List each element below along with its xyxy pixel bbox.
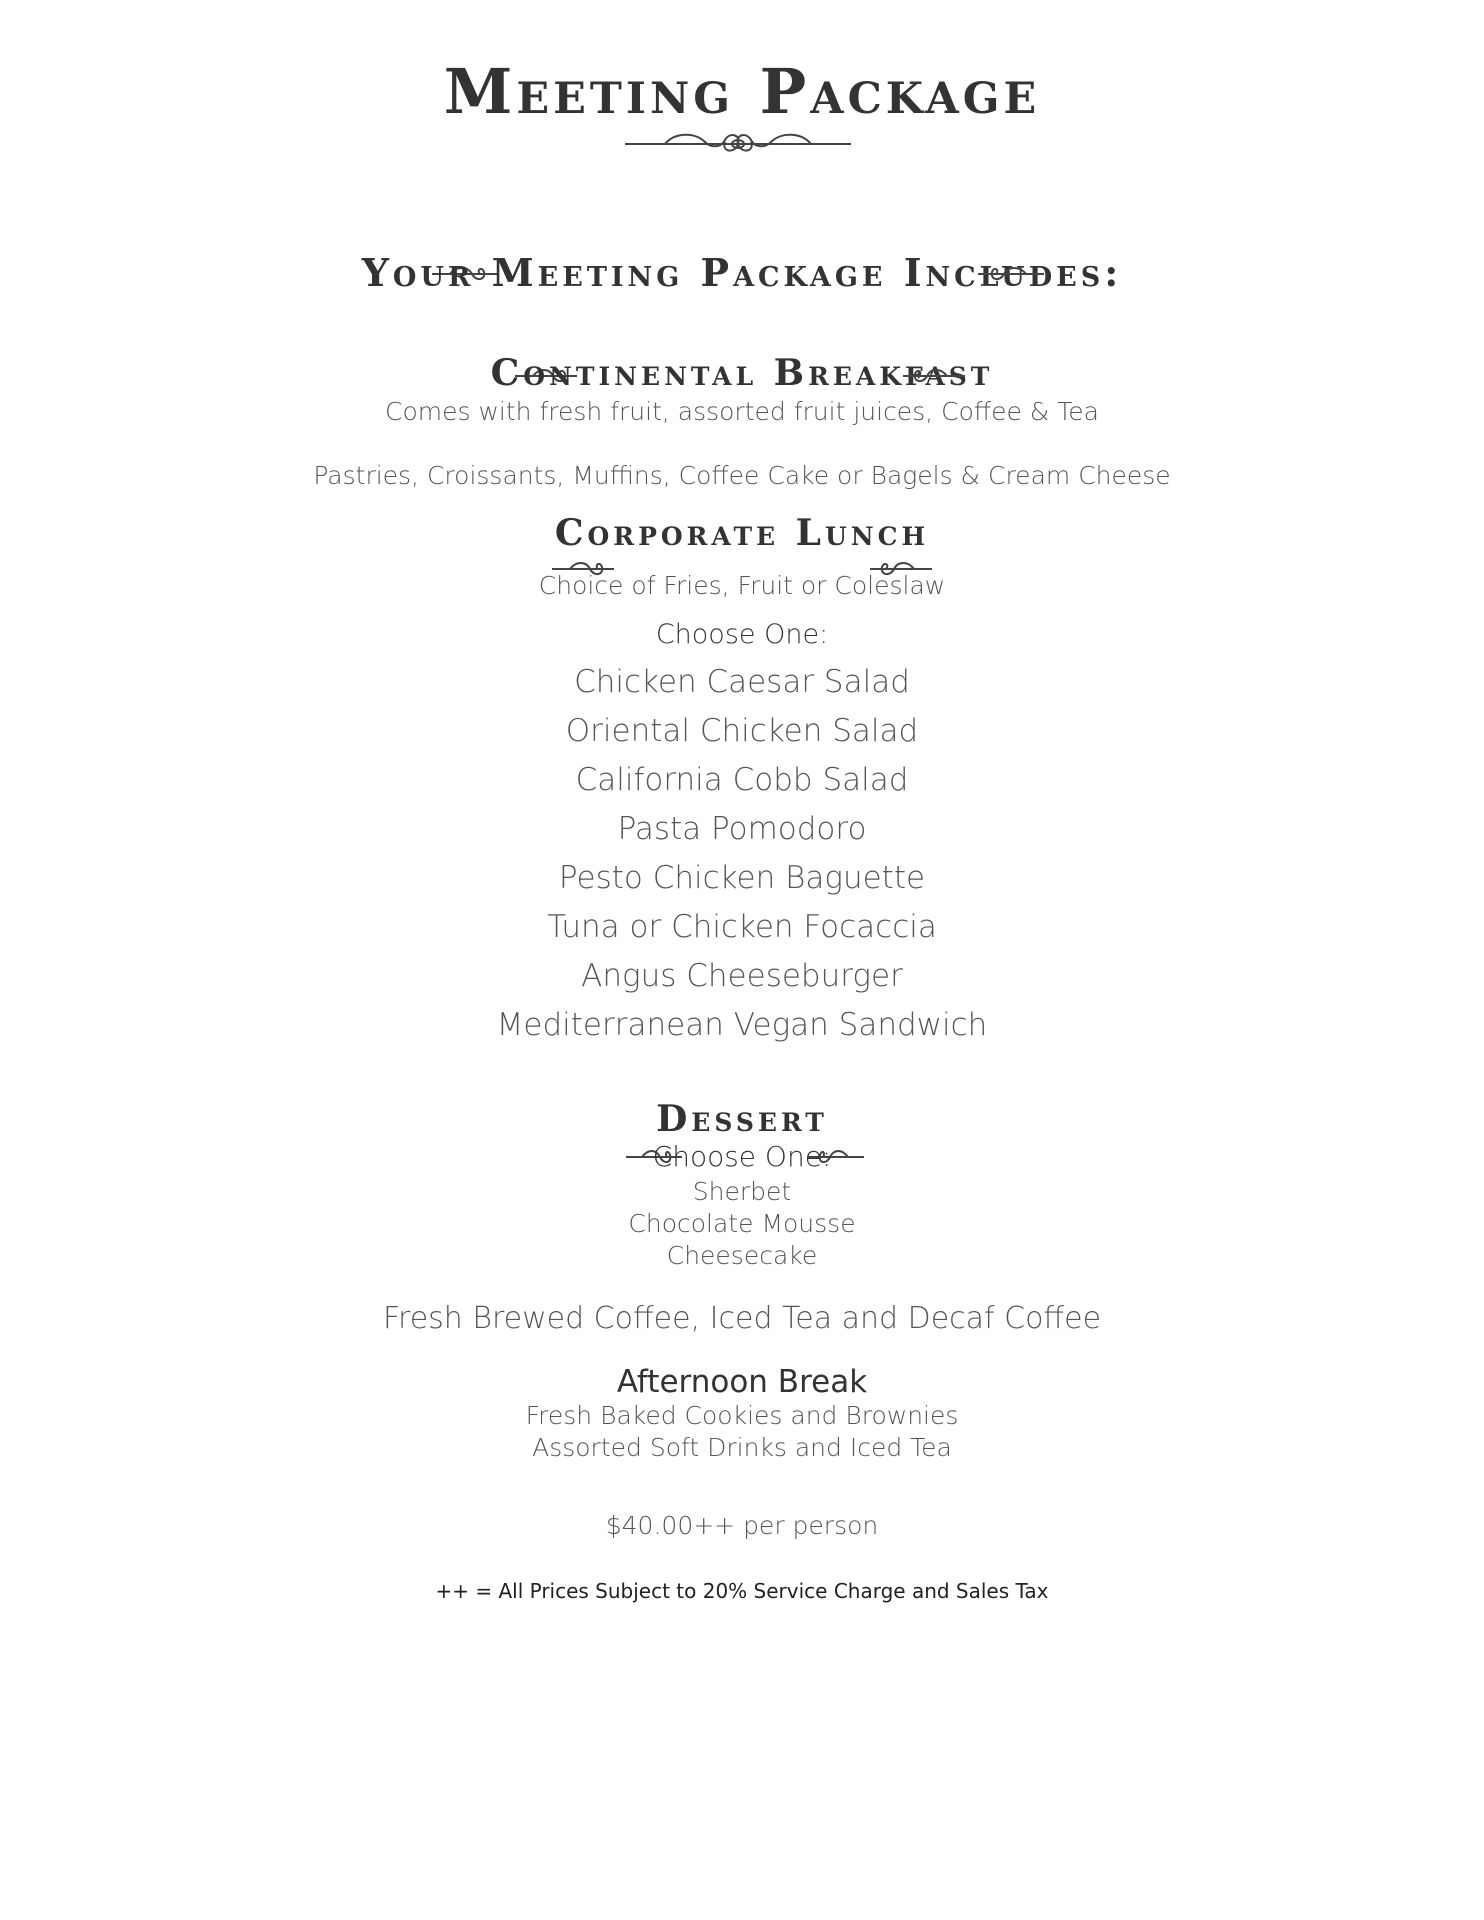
dessert-item: Sherbet <box>692 1177 792 1206</box>
footnote: ++ = All Prices Subject to 20% Service Charge and Sales Tax <box>435 1579 1049 1603</box>
continental-items: Pastries, Croissants, Muffins, Coffee Cake or Bagels & Cream Cheese <box>313 461 1171 490</box>
continental-description: Comes with fresh fruit, assorted fruit juices, Coffee & Tea <box>385 397 1099 426</box>
page-title: Meeting Package <box>443 55 1041 128</box>
dessert-heading: Dessert <box>656 1098 828 1140</box>
lunch-item: Mediterranean Vegan Sandwich <box>496 1007 988 1043</box>
beverages-line: Fresh Brewed Coffee, Iced Tea and Decaf Coffee <box>382 1301 1102 1336</box>
afternoon-item: Fresh Baked Cookies and Brownies <box>525 1401 959 1430</box>
lunch-item: Tuna or Chicken Focaccia <box>547 909 937 945</box>
title-flourish-icon <box>625 128 851 160</box>
lunch-item: Pasta Pomodoro <box>617 811 867 847</box>
lunch-item: Angus Cheeseburger <box>581 958 903 994</box>
lunch-item: Chicken Caesar Salad <box>574 664 910 700</box>
dessert-item: Chocolate Mousse <box>628 1209 856 1238</box>
includes-right-flourish-icon <box>978 264 1044 284</box>
price: $40.00++ per person <box>605 1511 879 1540</box>
lunch-item: Pesto Chicken Baguette <box>558 860 926 896</box>
afternoon-heading: Afternoon Break <box>616 1364 868 1400</box>
lunch-item: California Cobb Salad <box>575 762 909 798</box>
includes-heading: Your Meeting Package Includes: <box>361 250 1123 295</box>
dessert-choose-label: Choose One: <box>652 1140 832 1173</box>
lunch-heading: Corporate Lunch <box>554 512 930 554</box>
continental-heading: Continental Breakfast <box>490 352 994 394</box>
lunch-sides: Choice of Fries, Fruit or Coleslaw <box>538 571 946 600</box>
lunch-item: Oriental Chicken Salad <box>565 713 919 749</box>
lunch-choose-label: Choose One: <box>655 619 829 650</box>
continental-right-flourish-icon <box>903 366 965 386</box>
dessert-item: Cheesecake <box>666 1241 818 1270</box>
afternoon-item: Assorted Soft Drinks and Iced Tea <box>532 1433 952 1462</box>
